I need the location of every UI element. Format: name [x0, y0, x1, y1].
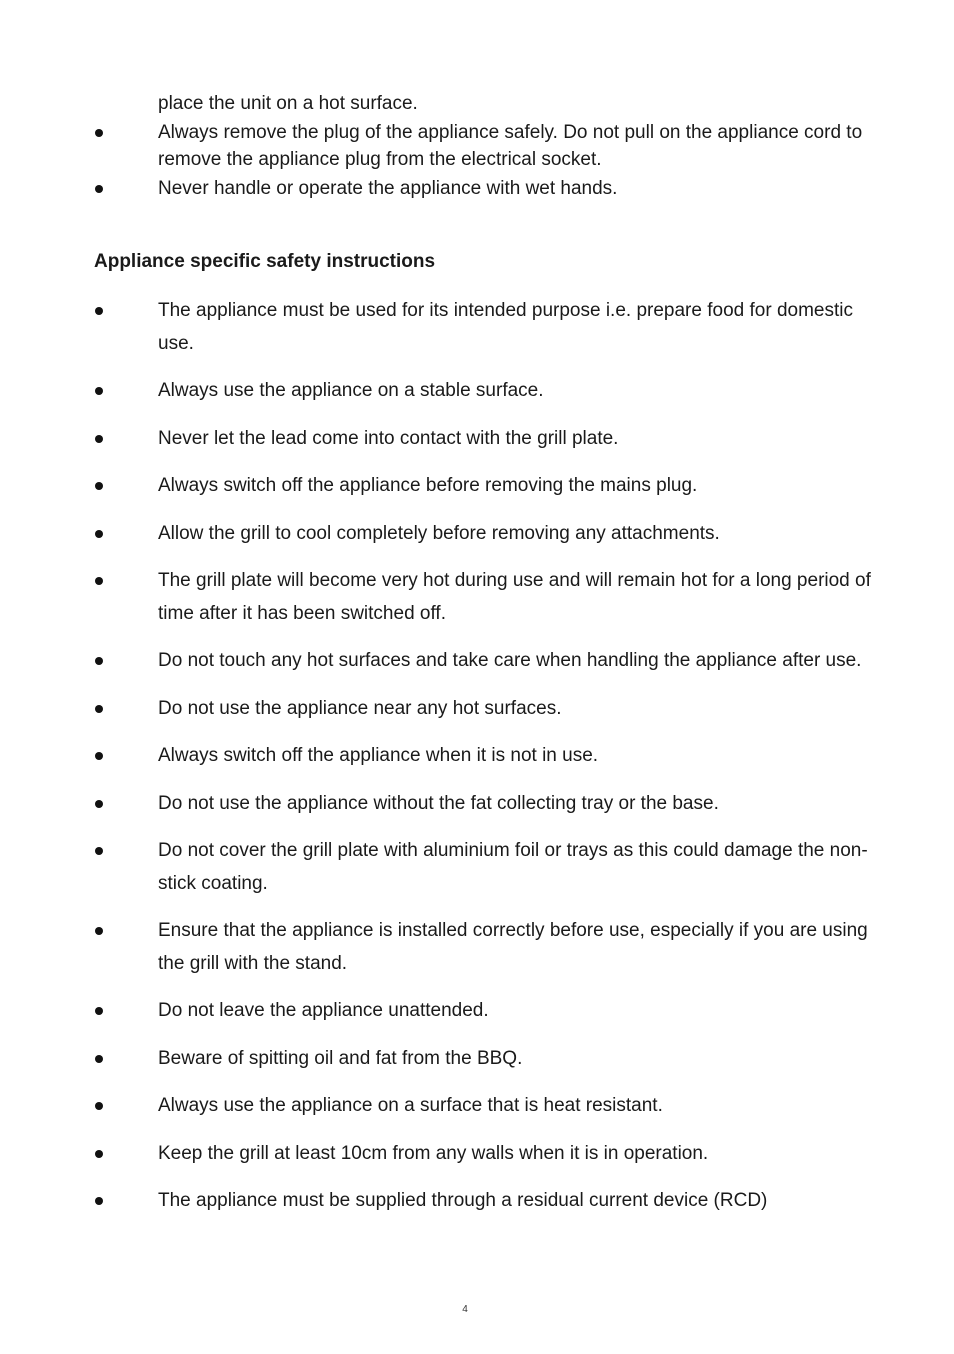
- bullet-icon: [95, 847, 103, 855]
- bullet-icon: [95, 1197, 103, 1205]
- bullet-icon: [95, 577, 103, 585]
- list-item-text: Do not leave the appliance unattended.: [158, 1000, 489, 1021]
- list-item: [94, 1185, 874, 1218]
- page-number: 4: [462, 1304, 468, 1315]
- list-item-text: Never let the lead come into contact with the grill plate.: [158, 427, 619, 449]
- list-item-text: Never handle or operate the appliance with wet hands.: [158, 178, 618, 199]
- bullet-icon: [95, 185, 103, 193]
- list-item: [94, 423, 874, 456]
- bullet-icon: [95, 129, 103, 137]
- list-item-text: Always switch off the appliance before removing the mains plug.: [158, 475, 698, 496]
- list-item: [94, 1090, 874, 1123]
- list-item: [94, 375, 874, 408]
- list-item: [94, 175, 874, 202]
- list-item-text: Always use the appliance on a surface that is heat resistant.: [158, 1095, 663, 1116]
- list-item-text: Always remove the plug of the appliance safely. Do not pull on the appliance cord to remove the appliance plug from the electrical socket.: [158, 122, 863, 170]
- list-item: [94, 1138, 874, 1171]
- list-item: [94, 740, 874, 773]
- bullet-icon: [95, 657, 103, 665]
- list-item-text: Do not cover the grill plate with aluminium foil or trays as this could damage the non-stick coating.: [158, 840, 868, 894]
- list-item-text: Ensure that the appliance is installed correctly before use, especially if you are using the grill with the stand.: [158, 920, 868, 974]
- list-item-text: Always use the appliance on a stable surface.: [158, 380, 544, 401]
- list-item: [94, 835, 874, 900]
- list-item: [94, 1043, 874, 1076]
- bullet-icon: [95, 1007, 103, 1015]
- bullet-icon: [95, 927, 103, 935]
- list-item: [94, 645, 874, 678]
- list-item: [94, 470, 874, 503]
- list-item-text: The appliance must be used for its intended purpose i.e. prepare food for domestic use.: [158, 300, 853, 354]
- list-item-text: Do not use the appliance without the fat collecting tray or the base.: [158, 792, 719, 814]
- list-item: [94, 518, 874, 551]
- list-item: [94, 565, 874, 630]
- bullet-icon: [95, 435, 103, 443]
- list-item-text: Allow the grill to cool completely before removing any attachments.: [158, 522, 720, 544]
- list-item-text: Keep the grill at least 10cm from any walls when it is in operation.: [158, 1142, 709, 1164]
- bullet-icon: [95, 752, 103, 760]
- general-safety-list: [94, 119, 874, 204]
- list-item-text: Do not touch any hot surfaces and take care when handling the appliance after use.: [158, 650, 862, 671]
- list-item-text: Do not use the appliance near any hot surfaces.: [158, 697, 562, 719]
- list-item: [94, 788, 874, 821]
- list-item-text: Beware of spitting oil and fat from the BBQ.: [158, 1047, 523, 1069]
- list-item-text: The appliance must be supplied through a residual current device (RCD): [158, 1190, 768, 1211]
- list-item-text: The grill plate will become very hot during use and will remain hot for a long period of time after it has been switched off.: [158, 570, 871, 624]
- specific-safety-list: [94, 295, 874, 1233]
- list-item: [94, 915, 874, 980]
- bullet-icon: [95, 482, 103, 490]
- list-item: [94, 693, 874, 726]
- bullet-icon: [95, 705, 103, 713]
- bullet-icon: [95, 1150, 103, 1158]
- continuation-text: place the unit on a hot surface.: [158, 93, 418, 114]
- bullet-icon: [95, 800, 103, 808]
- list-item: [94, 995, 874, 1028]
- list-item-text: Always switch off the appliance when it is not in use.: [158, 745, 599, 766]
- bullet-icon: [95, 1102, 103, 1110]
- bullet-icon: [95, 530, 103, 538]
- list-item: [94, 295, 874, 360]
- bullet-icon: [95, 387, 103, 395]
- section-heading: Appliance specific safety instructions: [94, 251, 436, 272]
- bullet-icon: [95, 307, 103, 315]
- list-item: [94, 119, 874, 173]
- bullet-icon: [95, 1055, 103, 1063]
